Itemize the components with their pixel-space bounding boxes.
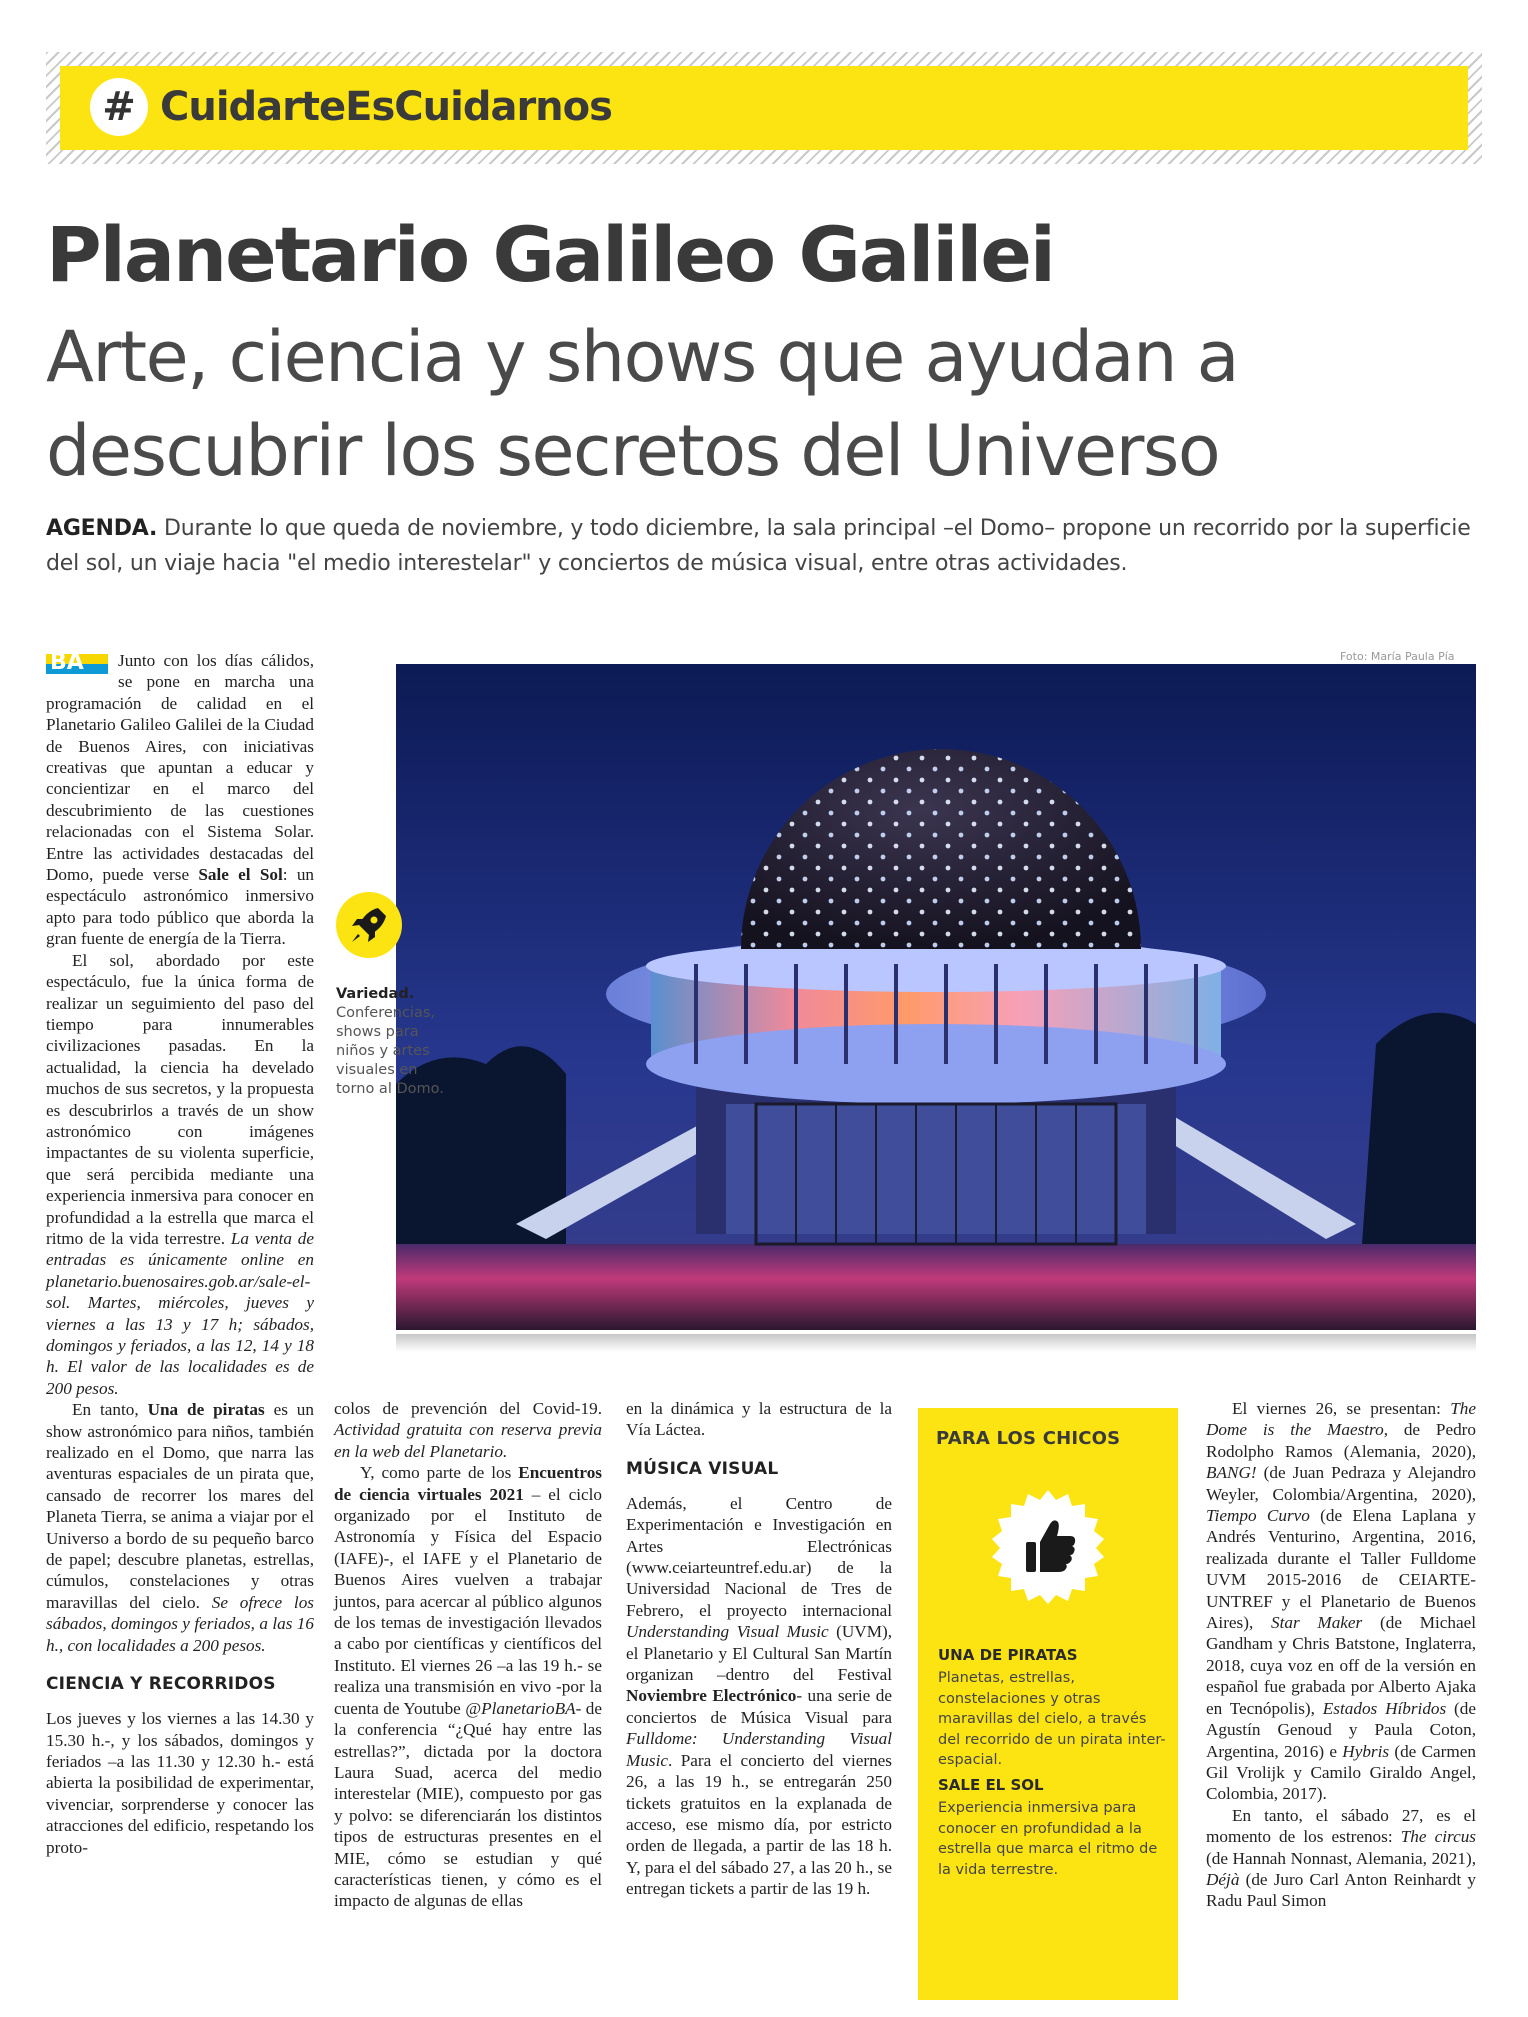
- article-column-2: [334, 1398, 602, 1912]
- box-title: PARA LOS CHICOS: [936, 1428, 1121, 1449]
- rocket-icon: [336, 892, 402, 958]
- hashtag-text: CuidarteEsCuidarnos: [160, 84, 612, 130]
- col2-paragraph-1: colos de prevención del Covid-19. Actividad gratuita con reserva previa en la web del Planetario.: [334, 1399, 602, 1461]
- col1-paragraph-1: BA Junto con los días cálidos, se pone en marcha una programación de calidad en el Planetario Galileo Galilei de la Ciudad de Buenos Aires, con iniciativas creativas que apuntan a educar y concientizar en el marco del descubrimiento de las cuestiones relacionadas con el Sistema Solar. Entre las actividades destacadas del Domo, puede verse Sale el Sol: un espectáculo astronómico inmersivo apto para todo público que aborda la gran fuente de energía de la Tierra.: [46, 650, 315, 949]
- thumbs-up-icon: [990, 1488, 1106, 1604]
- para-los-chicos-box: [918, 1408, 1178, 2000]
- caption-text: Conferencias, shows para niños y artes visuales en torno al Domo.: [336, 1005, 444, 1097]
- article-column-1: [46, 650, 314, 1858]
- headline: Planetario Galileo Galilei: [46, 210, 1054, 299]
- col5-paragraph-1: El viernes 26, se presentan: The Dome is the Maestro, de Pedro Rodolpho Ramos (Alemania, 2020), BANG! (de Juan Pedraza y Alejandro Weyler, Colombia/Argentina, 2020), Tiempo Curvo (de Elena Laplana y Andrés Venturino, Argentina, 2016, realizada durante el Taller Fulldome UVM 2015-2016 de CEIARTE-UNTREF y el Planetario de Buenos Aires), Star Maker (de Michael Gandham y Chris Batstone, Inglaterra, 2018, cuya voz en off de la versión en español fue grabada por Alberto Ajaka en Tecnópolis), Estados Híbridos (de Agustín Genoud y Paula Coton, Argentina, 2016) e Hybris (de Carmen Gil Vrolijk y Camilo Giraldo Angel, Colombia, 2017).: [1206, 1399, 1477, 1804]
- article-column-3: [626, 1398, 892, 1900]
- subheadline: Arte, ciencia y shows que ayudan a descubrir los secretos del Universo: [46, 316, 1239, 492]
- col3-paragraph-2: Además, el Centro de Experimentación e Investigación en Artes Electrónicas (www.ceiarteuntref.edu.ar) de la Universidad Nacional de Tres de Febrero, el proyecto internacional Understanding Visual Music (UVM), el Planetario y El Cultural San Martín organizan –dentro del Festival Noviembre Electrónico- una serie de conciertos de Música Visual para Fulldome: Understanding Visual Music. Para el concierto del viernes 26, a las 19 h., se entregarán 250 tickets gratuitos en la explanada de acceso, ese mismo día, por estricto orden de llegada, a partir de las 18 h. Y, para el del sábado 27, a las 20 h., se entregan tickets a partir de las 19 h.: [626, 1493, 892, 1899]
- col2-paragraph-2: Y, como parte de los Encuentros de ciencia virtuales 2021 – el ciclo organizado por el Instituto de Astronomía y Física del Espacio (IAFE)-, el IAFE y el Planetario de Buenos Aires vuelven a trabajar juntos, para acercar al público algunos de los temas de investigación llevados a cabo por científicas y científicos del Instituto. El viernes 26 –a las 19 h.- se realiza una transmisión en vivo -por la cuenta de Youtube @PlanetarioBA- de la conferencia “¿Qué hay entre las estrellas?”, dictada por la doctora Laura Suad, acerca del medio interestelar (MIE), compuesto por gas y polvo: se diferenciarán los distintos tipos de estructuras presentes en el MIE, cómo se estudian y qué características tienen, y cómo es el impacto de algunas de ellas: [334, 1463, 602, 1911]
- col1-paragraph-3: En tanto, Una de piratas es un show astronómico para niños, también realizado en el Domo, que narra las aventuras espaciales de un pirata que, cansado de recorrer los mares del Planeta Tierra, se anima a viajar por el Universo a bordo de su pequeño barco de papel; descubre planetas, estrellas, cúmulos, constelaciones y otras maravillas del cielo. Se ofrece los sábados, domingos y feriados, a las 16 h., con localidades a 200 pesos.: [46, 1400, 314, 1655]
- article-column-5: [1206, 1398, 1476, 1912]
- box-item-2-head: SALE EL SOL: [938, 1776, 1044, 1794]
- box-item-1-text: Planetas, estrellas, constelaciones y otras maravillas del cielo, a través del recorrido de un pirata inter-espacial.: [938, 1670, 1166, 1768]
- lead-paragraph: [46, 511, 1486, 581]
- banner-yellow-band: [60, 66, 1468, 150]
- photo-caption: [336, 985, 456, 1099]
- col3-paragraph-1: en la dinámica y la estructura de la Vía Láctea.: [626, 1399, 892, 1440]
- col5-paragraph-2: En tanto, el sábado 27, es el momento de los estrenos: The circus (de Hannah Nonnast, Alemania, 2021), Déjà (de Juro Carl Anton Reinhardt y Radu Paul Simon: [1206, 1805, 1476, 1911]
- photo-shadow: [396, 1334, 1476, 1352]
- section-heading-musica: MÚSICA VISUAL: [626, 1458, 779, 1479]
- photo-credit: Foto: María Paula Pía: [1340, 650, 1455, 663]
- lead-kicker: AGENDA.: [46, 516, 158, 541]
- planetarium-photo: [396, 664, 1476, 1330]
- hashtag-banner: [46, 52, 1482, 164]
- caption-head: Variedad.: [336, 986, 415, 1002]
- ba-logo: BA: [46, 654, 108, 674]
- hash-icon: #: [90, 78, 148, 136]
- box-item-2-text: Experiencia inmersiva para conocer en profundidad a la estrella que marca el ritmo de la vida terrestre.: [938, 1800, 1158, 1878]
- section-heading-ciencia: CIENCIA Y RECORRIDOS: [46, 1674, 276, 1695]
- lead-text: Durante lo que queda de noviembre, y todo diciembre, la sala principal –el Domo– propone un recorrido por la superficie del sol, un viaje hacia "el medio interestelar" y conciertos de música visual, entre otras actividades.: [46, 516, 1471, 576]
- col1-paragraph-4: Los jueves y los viernes a las 14.30 y 15.30 h.-, y los sábados, domingos y feriados –a las 11.30 y 12.30 h.- está abierta la posibilidad de experimentar, vivenciar, sorprenderse y conocer las atracciones del edificio, respetando los proto-: [46, 1709, 314, 1857]
- box-item-1-head: UNA DE PIRATAS: [938, 1646, 1078, 1664]
- col1-paragraph-2: El sol, abordado por este espectáculo, fue la única forma de realizar un seguimiento del paso del tiempo para innumerables civilizaciones pasadas. En la actualidad, la ciencia ha develado muchos de sus secretos, y la propuesta es descubrirlos a través de un show astronómico con imágenes impactantes de su violenta superficie, que será percibida mediante una experiencia inmersiva para conocer en profundidad a la estrella que marca el ritmo de la vida terrestre. La venta de entradas es únicamente online en planetario.buenosaires.gob.ar/sale-el-sol. Martes, miércoles, jueves y viernes a las 13 y 17 h; sábados, domingos y feriados, a las 12, 14 y 18 h. El valor de las localidades es de 200 pesos.: [46, 950, 314, 1398]
